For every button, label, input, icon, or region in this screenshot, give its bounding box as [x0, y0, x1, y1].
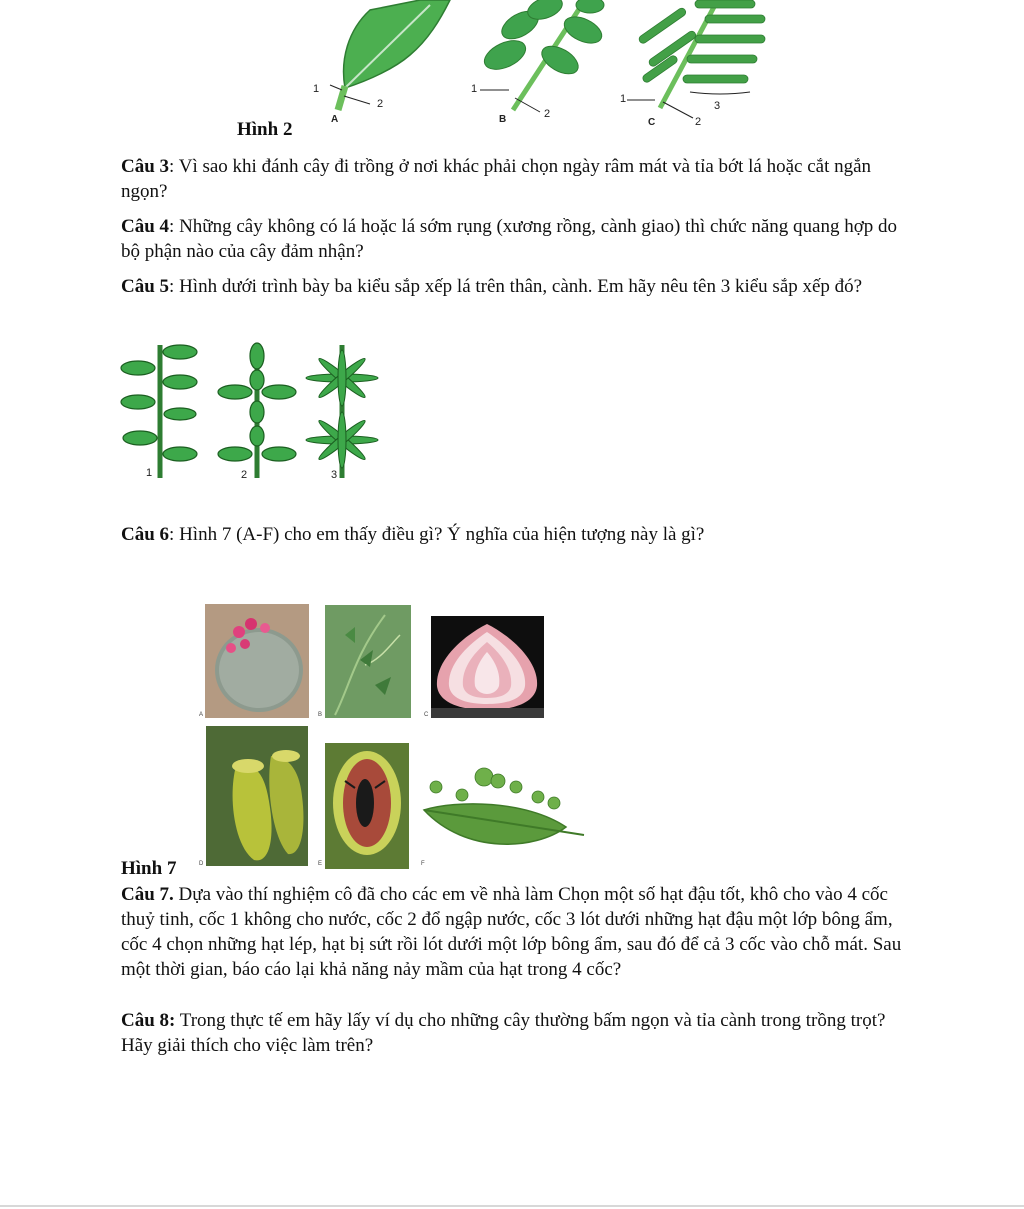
- figure-2-title: Hình 2: [237, 119, 293, 140]
- pitcher-plant-photo: [206, 726, 308, 866]
- arrangement-label-2: 2: [241, 469, 248, 481]
- leaf-c-label-3: 3: [714, 100, 721, 112]
- photo-label-f: F: [421, 861, 425, 867]
- leaf-a-label-2: 2: [377, 98, 384, 110]
- kalanchoe-leaf-photo: [416, 765, 588, 857]
- leaf-b-letter: B: [499, 114, 507, 125]
- leaf-a-label-1: 1: [313, 83, 320, 95]
- leaf-c-letter: C: [648, 117, 656, 128]
- photo-label-c: C: [424, 712, 429, 718]
- tendril-plant-photo: [325, 605, 411, 718]
- cactus-photo: [205, 604, 309, 718]
- leaf-a-letter: A: [331, 114, 339, 125]
- question-5-number: Câu 5: [121, 276, 170, 297]
- opposite-arrangement-illustration: [215, 340, 300, 485]
- question-6-text: : Hình 7 (A-F) cho em thấy điều gì? Ý nghĩa của hiện tượng này là gì?: [169, 524, 705, 545]
- photo-label-d: D: [199, 861, 204, 867]
- question-7-text: Dựa vào thí nghiệm cô đã cho các em về nhà làm Chọn một số hạt đậu tốt, khô cho vào 4 cốc thuỷ tinh, cốc 1 không cho nước, cốc 2 đổ ngập nước, cốc 3 lót dưới những hạt đậu một lớp bông ẩm, cốc 4 chọn những hạt lép, hạt bị sứt rồi lót dưới một lớp bông ẩm, sau đó để cả 3 cốc vào chỗ mát. Sau một thời gian, báo cáo lại khả năng nảy mầm của hạt trong 4 cốc?: [121, 884, 902, 980]
- question-5-text: : Hình dưới trình bày ba kiểu sắp xếp lá trên thân, cành. Em hãy nêu tên 3 kiểu sắp xếp đó?: [169, 276, 863, 297]
- question-3-number: Câu 3: [121, 156, 170, 177]
- question-8: [121, 1008, 911, 1058]
- arrangement-label-1: 1: [146, 467, 153, 479]
- question-3: [121, 154, 911, 204]
- photo-label-a: A: [199, 712, 204, 718]
- question-4-number: Câu 4: [121, 216, 170, 237]
- simple-leaf-illustration: [300, 0, 460, 130]
- question-8-text: Trong thực tế em hãy lấy ví dụ cho những cây thường bấm ngọn và tỉa cành trong trồng trọt? Hãy giải thích cho việc làm trên?: [121, 1010, 886, 1056]
- bipinnate-leaf-illustration: [615, 0, 785, 130]
- question-4: [121, 214, 911, 264]
- flytrap-photo: [325, 743, 409, 869]
- question-6: [121, 522, 911, 547]
- onion-photo: [431, 616, 544, 718]
- question-6-number: Câu 6: [121, 524, 170, 545]
- alternate-arrangement-illustration: [118, 340, 198, 485]
- arrangement-label-3: 3: [331, 469, 338, 481]
- question-3-text: : Vì sao khi đánh cây đi trồng ở nơi khác phải chọn ngày râm mát và tỉa bớt lá hoặc cắt ngắn ngọn?: [121, 156, 872, 202]
- leaf-c-label-1: 1: [620, 93, 627, 105]
- page-bottom-divider: [0, 1205, 1024, 1207]
- whorled-arrangement-illustration: [302, 340, 382, 485]
- leaf-c-label-2: 2: [695, 116, 702, 128]
- leaf-b-label-2: 2: [544, 108, 551, 120]
- question-5: [121, 274, 911, 299]
- compound-leaf-illustration: [465, 0, 615, 130]
- leaf-b-label-1: 1: [471, 83, 478, 95]
- photo-label-b: B: [318, 712, 323, 718]
- question-4-text: : Những cây không có lá hoặc lá sớm rụng (xương rồng, cành giao) thì chức năng quang hợp do bộ phận nào của cây đảm nhận?: [121, 216, 898, 262]
- question-7: [121, 882, 911, 982]
- photo-label-e: E: [318, 861, 323, 867]
- question-8-number: Câu 8:: [121, 1010, 176, 1031]
- figure-7-title: Hình 7: [121, 858, 177, 879]
- question-7-number: Câu 7.: [121, 884, 174, 905]
